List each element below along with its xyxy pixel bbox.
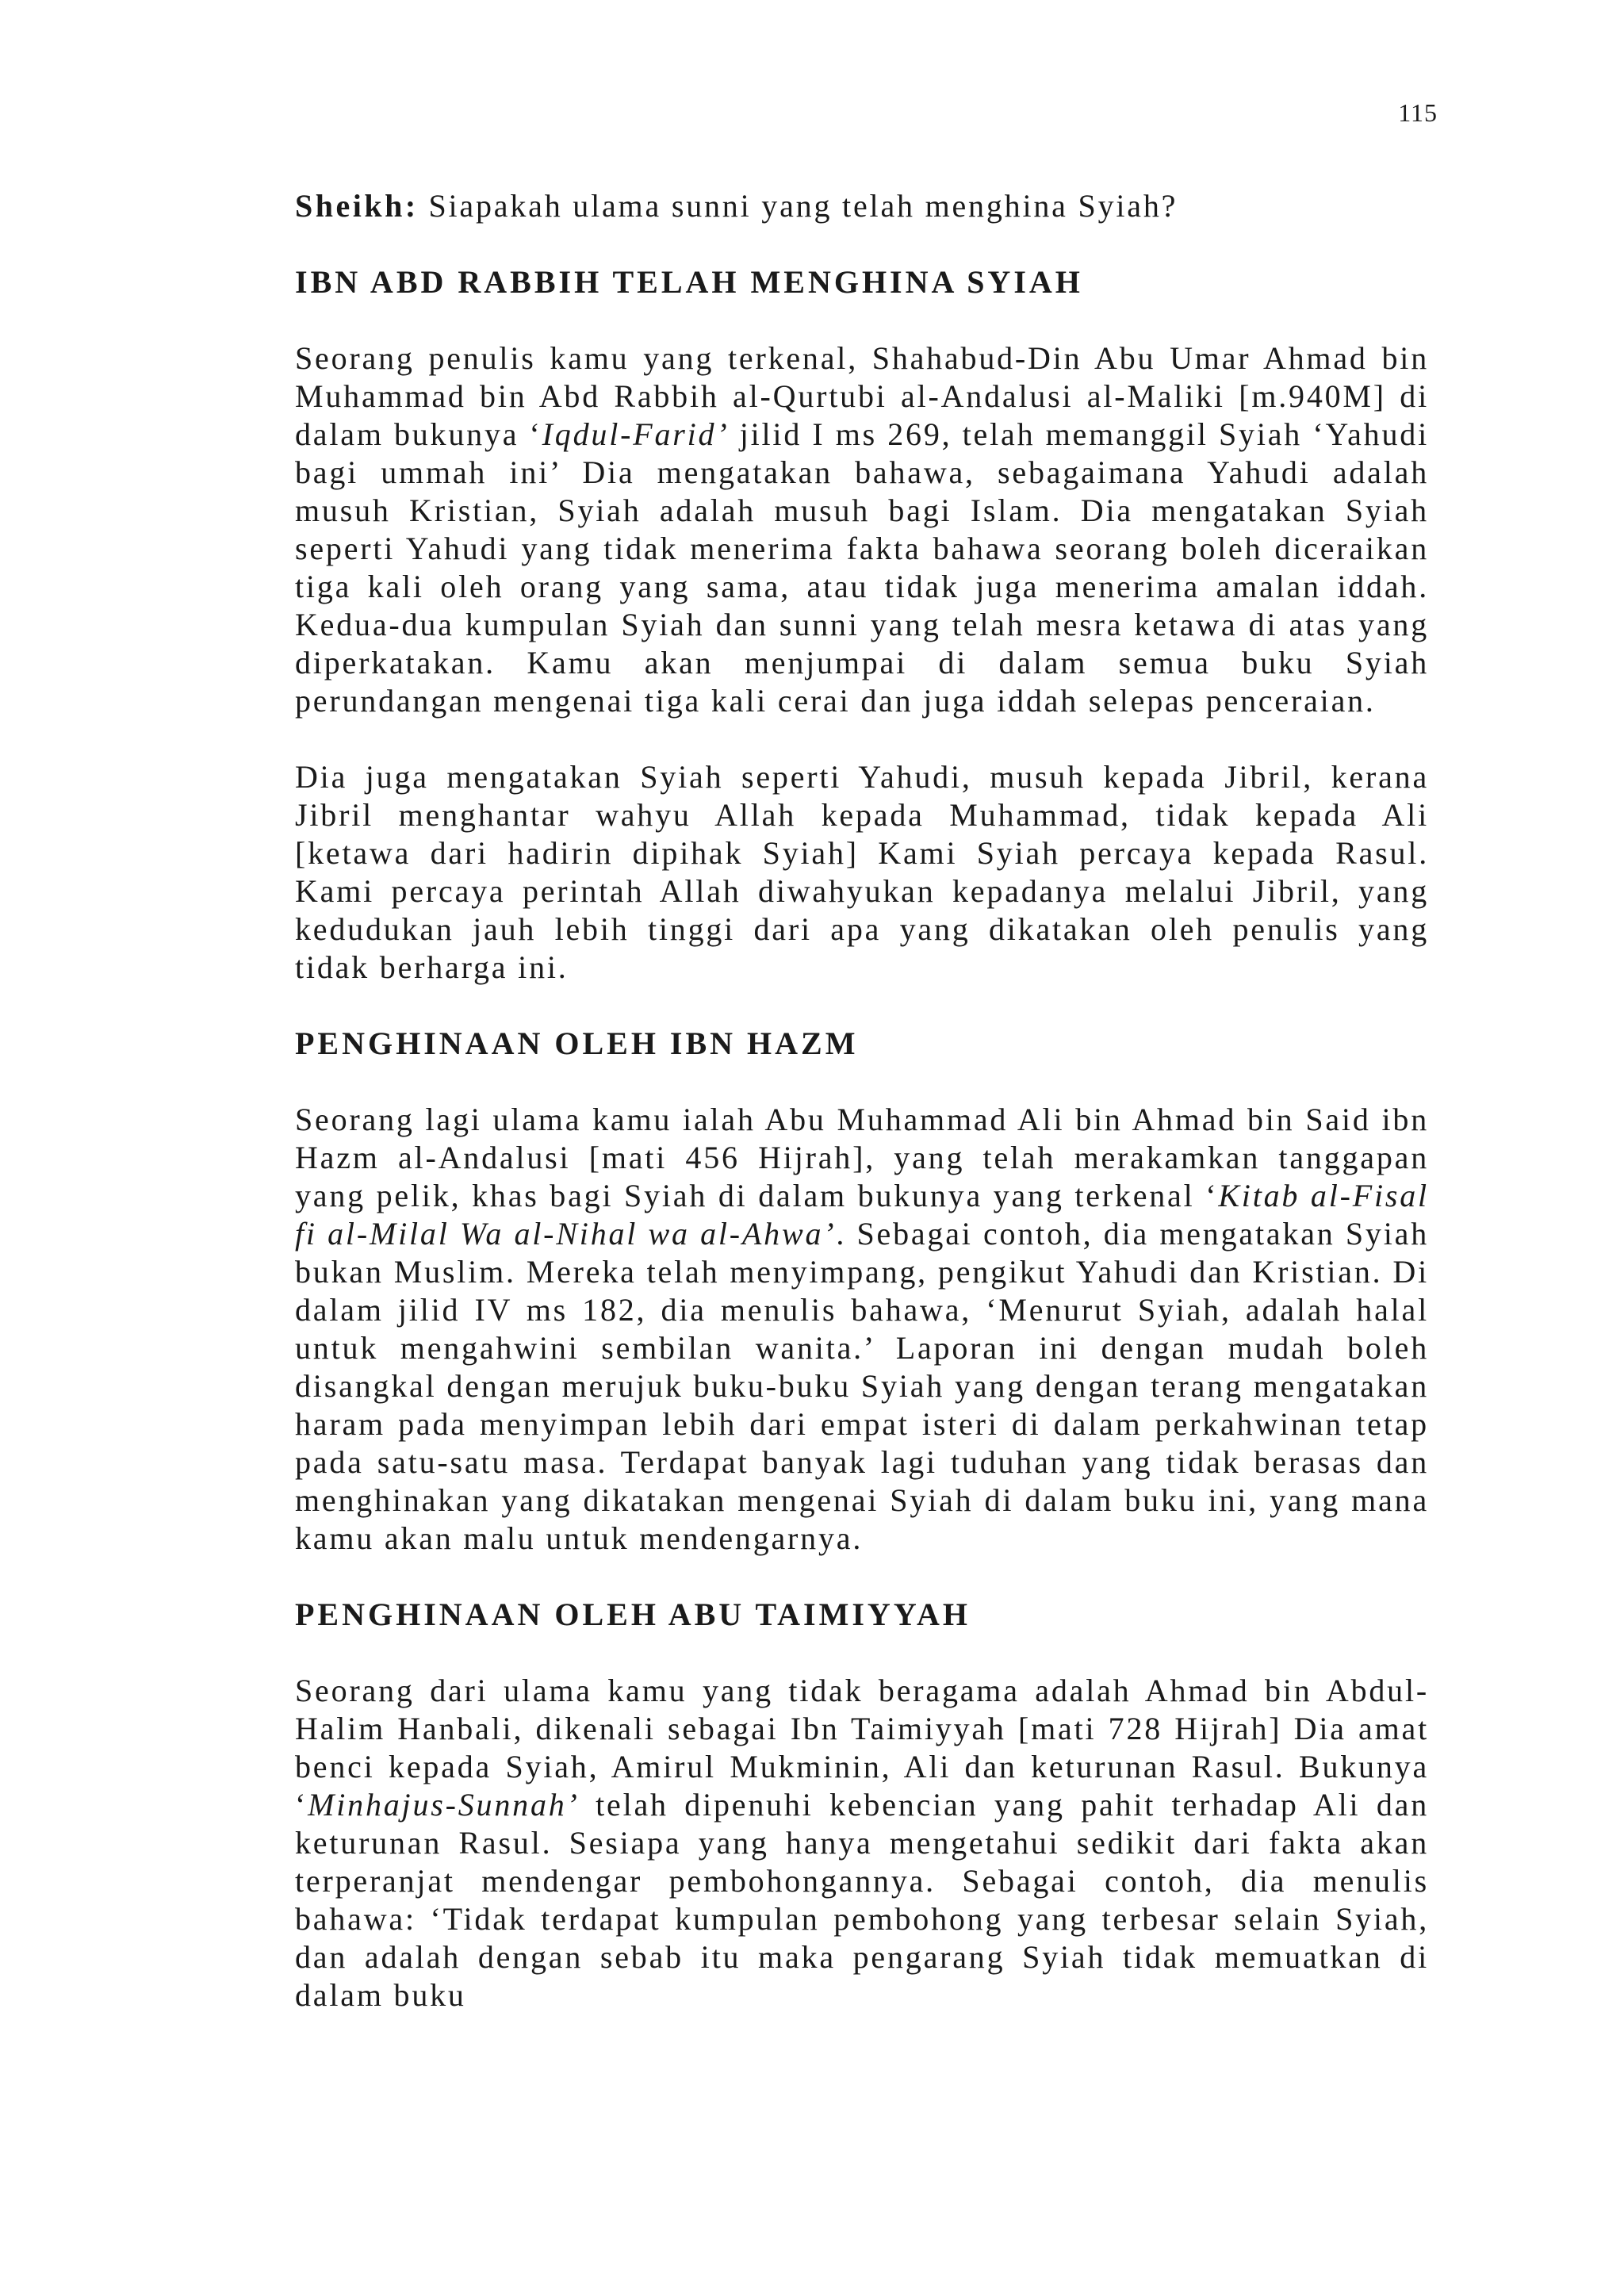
book-title: Kitab al-Fisal fi al-Milal Wa al-Nihal wa al-Ahwa’ bbox=[295, 1178, 1429, 1251]
paragraph: Dia juga mengatakan Syiah seperti Yahudi, musuh kepada Jibril, kerana Jibril menghantar wahyu Allah kepada Muhammad, tidak kepada Ali [ketawa dari hadirin dipihak Syiah] Kami Syiah percaya kepada Rasul. Kami percaya perintah Allah diwahyukan kepadanya melalui Jibril, yang kedudukan jauh lebih tinggi dari apa yang dikatakan oleh penulis yang tidak berharga ini. bbox=[295, 759, 1429, 985]
paragraph-text: Seorang dari ulama kamu yang tidak beragama adalah Ahmad bin Abdul-Halim Hanbali, dikenali sebagai Ibn Taimiyyah [mati 728 Hijrah] Dia amat benci kepada Syiah, Amirul Mukminin, Ali dan keturunan Rasul. Bukunya ‘ bbox=[295, 1673, 1429, 1823]
paragraph-text: . Sebagai contoh, dia mengatakan Syiah bukan Muslim. Mereka telah menyimpang, pengikut Yahudi dan Kristian. Di dalam jilid IV ms 182, dia menulis bahawa, ‘Menurut Syiah, adalah halal untuk mengahwini sembilan wanita.’ Laporan ini dengan mudah boleh disangkal dengan merujuk buku-buku Syiah yang dengan terang mengatakan haram pada menyimpan lebih dari empat isteri di dalam perkahwinan tetap pada satu-satu masa. Terdapat banyak lagi tuduhan yang tidak berasas dan menghinakan yang dikatakan mengenai Syiah di dalam buku ini, yang mana kamu akan malu untuk mendengarnya. bbox=[295, 1216, 1429, 1556]
speaker-label: Sheikh: bbox=[295, 188, 419, 224]
section-abu-taimiyyah bbox=[295, 1596, 1429, 2014]
section-heading: IBN ABD RABBIH TELAH MENGHINA SYIAH bbox=[295, 264, 1083, 300]
book-title: Minhajus-Sunnah’ bbox=[308, 1787, 580, 1823]
paragraph bbox=[295, 339, 1429, 720]
section-ibn-abd-rabbih bbox=[295, 263, 1429, 987]
page-number: 115 bbox=[1398, 98, 1438, 127]
dialog-text: Siapakah ulama sunni yang telah menghina Syiah? bbox=[418, 188, 1178, 224]
paragraph-text: Seorang lagi ulama kamu ialah Abu Muhammad Ali bin Ahmad bin Said ibn Hazm al-Andalusi [mati 456 Hijrah], yang telah merakamkan tanggapan yang pelik, khas bagi Syiah di dalam bukunya yang terkenal ‘ bbox=[295, 1102, 1429, 1213]
document-body bbox=[295, 187, 1429, 2053]
section-ibn-hazm bbox=[295, 1025, 1429, 1558]
paragraph-text: telah dipenuhi kebencian yang pahit terhadap Ali dan keturunan Rasul. Sesiapa yang hanya mengetahui sedikit dari fakta akan terperanjat mendengar pembohongannya. Sebagai contoh, dia menulis bahawa: ‘Tidak terdapat kumpulan pembohong yang terbesar selain Syiah, dan adalah dengan sebab itu maka pengarang Syiah tidak memuatkan di dalam buku bbox=[295, 1787, 1429, 2013]
paragraph bbox=[295, 1672, 1429, 2014]
section-heading: PENGHINAAN OLEH ABU TAIMIYYAH bbox=[295, 1596, 971, 1632]
paragraph bbox=[295, 1101, 1429, 1558]
book-title: Iqdul-Farid’ bbox=[542, 416, 730, 452]
dialog-line bbox=[295, 187, 1429, 225]
paragraph-text: jilid I ms 269, telah memanggil Syiah ‘Yahudi bagi ummah ini’ Dia mengatakan bahawa, sebagaimana Yahudi adalah musuh Kristian, Syiah adalah musuh bagi Islam. Dia mengatakan Syiah seperti Yahudi yang tidak menerima fakta bahawa seorang boleh diceraikan tiga kali oleh orang yang sama, atau tidak juga menerima amalan iddah. Kedua-dua kumpulan Syiah dan sunni yang telah mesra ketawa di atas yang diperkatakan. Kamu akan menjumpai di dalam semua buku Syiah perundangan mengenai tiga kali cerai dan juga iddah selepas penceraian. bbox=[295, 416, 1430, 719]
paragraph-text: Seorang penulis kamu yang terkenal, Shahabud-Din Abu Umar Ahmad bin Muhammad bin Abd Rabbih al-Qurtubi al-Andalusi al-Maliki [m.940M] di dalam bukunya ‘ bbox=[295, 340, 1429, 452]
section-heading: PENGHINAAN OLEH IBN HAZM bbox=[295, 1025, 859, 1061]
